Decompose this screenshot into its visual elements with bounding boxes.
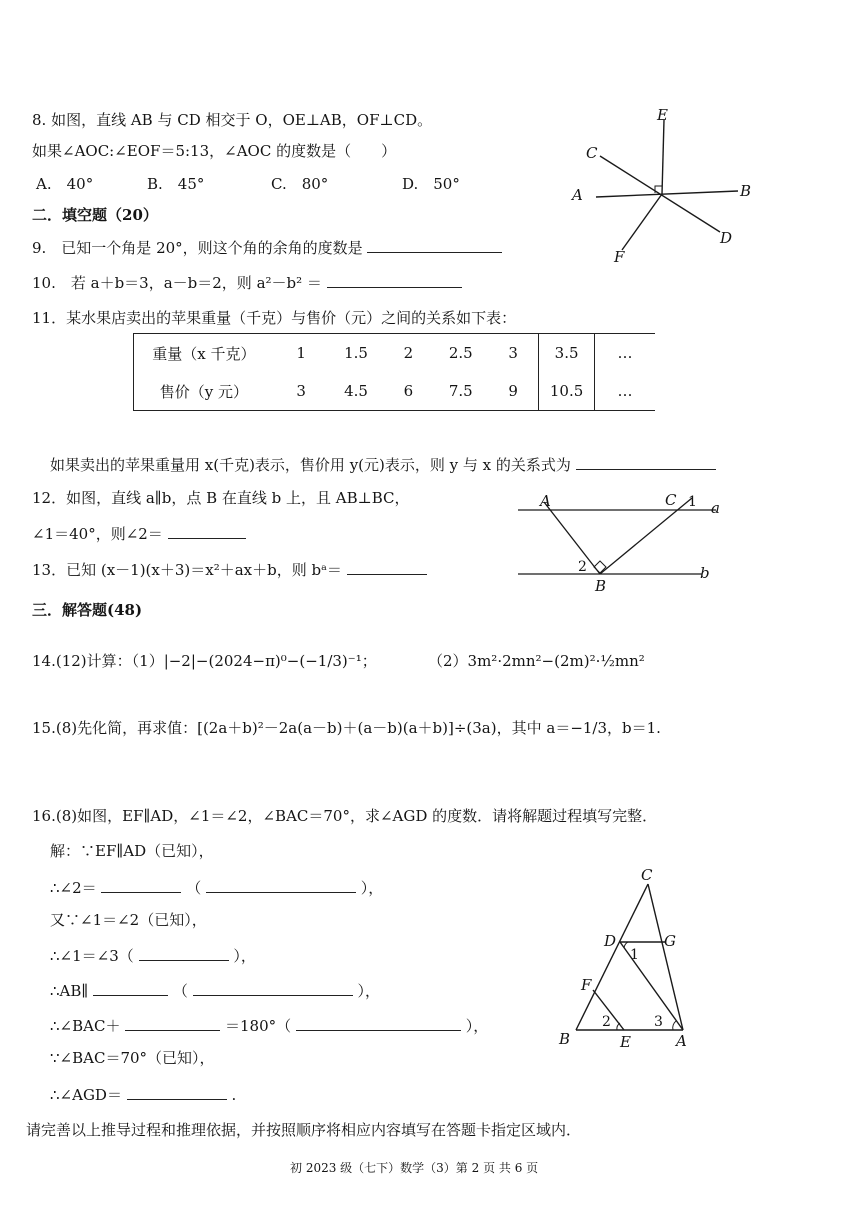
section-3-title: 三．解答题(48) [32,601,143,619]
q12-label-2: 2 [578,559,587,575]
q11-cell: 10.5 [539,372,595,411]
q8-label-b: B [740,182,752,200]
q16-step2-open: （ [186,879,202,897]
q16-figure [548,862,708,1057]
q12-label-c: C [665,491,677,509]
q11-cell: 1 [296,344,306,362]
q16-step5-lead: ∴AB∥ [50,982,89,1000]
section-2-title: 二．填空题（20） [32,206,158,224]
q16-label-f: F [581,976,592,994]
q16-step1: 解：∵EF∥AD（已知）， [50,842,214,860]
q10-text [32,271,462,293]
q16-step5-close: ）， [357,982,380,1000]
q16-step6 [50,1014,488,1036]
q16-blank-3[interactable] [139,944,229,961]
q16-blank-1[interactable] [101,876,181,893]
q12-answer-blank[interactable] [168,522,246,539]
q11-table [133,333,655,411]
q14-part2: （2）3m²·2mn²−(2m)²·½mn² [428,652,645,670]
q16-step8-end: . [231,1086,237,1104]
q9-text [32,236,502,258]
q16-step2 [50,876,383,898]
q11-cell: 7.5 [448,382,473,400]
instruction-note: 请完善以上推导过程和推理依据，并按照顺序将相应内容填写在答题卡指定区域内． [26,1121,582,1139]
q11-text: 11．某水果店卖出的苹果重量（千克）与售价（元）之间的关系如下表： [32,309,517,327]
q11-cell: 2 [403,344,414,362]
q11-cell: … [595,372,655,411]
q16-step3: 又∵∠1＝∠2（已知）， [50,911,207,929]
q13-text [32,558,427,580]
q12-label-1: 1 [688,494,697,510]
q8-option-a: A. 40° [36,175,94,193]
q16-label-e: E [620,1033,631,1051]
q16-step7: ∵∠BAC＝70°（已知）， [50,1049,215,1067]
q16-step6-close: ）， [465,1017,489,1035]
q10-answer-blank[interactable] [327,271,462,288]
q12-question: ∠1＝40°，则∠2＝ [32,525,163,543]
q16-step8 [50,1083,236,1105]
q12-label-b-point: B [595,577,607,595]
q11-cell: 6 [403,382,414,400]
q11-cell: 2.5 [448,344,473,362]
q11-answer-blank[interactable] [576,453,716,470]
q11-cell: 4.5 [344,382,368,400]
q11-cell: … [595,334,655,373]
q16-step4-lead: ∴∠1＝∠3（ [50,947,134,965]
q11-row1-head: 重量（x 千克） [152,344,256,363]
q15-text: 15.(8)先化简，再求值：[(2a＋b)²－2a(a－b)＋(a－b)(a＋b)]÷(3a)，其中 a＝−1/3，b＝1. [32,719,661,737]
q16-step5-open: （ [172,982,188,1000]
q11-cell: 9 [508,382,518,400]
q11-row2-head: 售价（y 元） [159,382,248,401]
q16-step2-lead: ∴∠2＝ [50,879,97,897]
q11-cell: 3 [296,382,306,400]
q13-answer-blank[interactable] [347,558,427,575]
q16-step5 [50,979,380,1001]
q9-question: 9. 已知一个角是 20°，则这个角的余角的度数是 [32,239,363,257]
q14-part1: 14.(12)计算：（1）|−2|−(2024−π)⁰−(−1/3)⁻¹； [32,652,377,670]
q16-step6-mid: ＝180°（ [225,1017,292,1035]
q8-option-b: B. 45° [147,175,205,193]
q12-label-a: A [540,492,551,510]
q16-blank-6[interactable] [125,1014,220,1031]
q11-cell: 1.5 [344,344,368,362]
q16-blank-8[interactable] [127,1083,227,1100]
q16-label-d: D [604,932,617,950]
q13-question: 13．已知 (x－1)(x＋3)＝x²＋ax＋b，则 bᵃ＝ [32,561,342,579]
q16-label-a: A [676,1032,687,1050]
q12-line2 [32,522,246,544]
q11-cell: 3 [508,344,518,362]
q8-label-a: A [572,186,583,204]
q16-blank-7[interactable] [296,1014,461,1031]
q16-label-b: B [559,1030,571,1048]
q16-text: 16.(8)如图，EF∥AD，∠1＝∠2，∠BAC＝70°，求∠AGD 的度数．请将解题过程填写完整． [32,807,658,825]
q10-question: 10. 若 a＋b＝3，a－b＝2，则 a²－b² ＝ [32,274,322,292]
q11-cell: 3.5 [539,334,595,373]
q11-after-text: 如果卖出的苹果重量用 x(千克)表示，售价用 y(元)表示，则 y 与 x 的关系式为 [50,456,571,474]
q16-label-1: 1 [630,947,639,963]
q12-line1: 12．如图，直线 a∥b，点 B 在直线 b 上，且 AB⊥BC， [32,489,410,507]
q11-after [50,453,716,475]
page-footer: 初 2023 级（七下）数学（3）第 2 页 共 6 页 [290,1161,539,1175]
q8-label-c: C [586,144,598,162]
q16-step4-close: ）， [233,947,256,965]
q16-step2-close: ）， [360,879,384,897]
q16-blank-4[interactable] [93,979,168,996]
q12-figure [510,488,740,598]
q8-line1: 8. 如图，直线 AB 与 CD 相交于 O，OE⊥AB，OF⊥CD。 [32,111,433,129]
q8-line2: 如果∠AOC:∠EOF＝5:13，∠AOC 的度数是（ ） [32,142,397,160]
q8-label-e: E [657,106,668,124]
q16-label-c: C [641,866,653,884]
q16-step8-lead: ∴∠AGD＝ [50,1086,122,1104]
q16-label-g: G [664,932,676,950]
q16-label-2: 2 [602,1014,611,1030]
q16-step4 [50,944,256,966]
q16-blank-2[interactable] [206,876,356,893]
q8-figure [560,100,780,270]
q8-option-c: C. 80° [271,175,329,193]
q16-step6-lead: ∴∠BAC＋ [50,1017,121,1035]
q16-blank-5[interactable] [193,979,353,996]
q16-label-3: 3 [654,1014,663,1030]
q8-label-f: F [614,248,625,266]
q12-label-line-a: a [711,499,720,517]
q8-option-d: D. 50° [402,175,460,193]
q8-label-d: D [720,229,733,247]
q9-answer-blank[interactable] [367,236,502,253]
q12-label-line-b: b [700,564,710,582]
